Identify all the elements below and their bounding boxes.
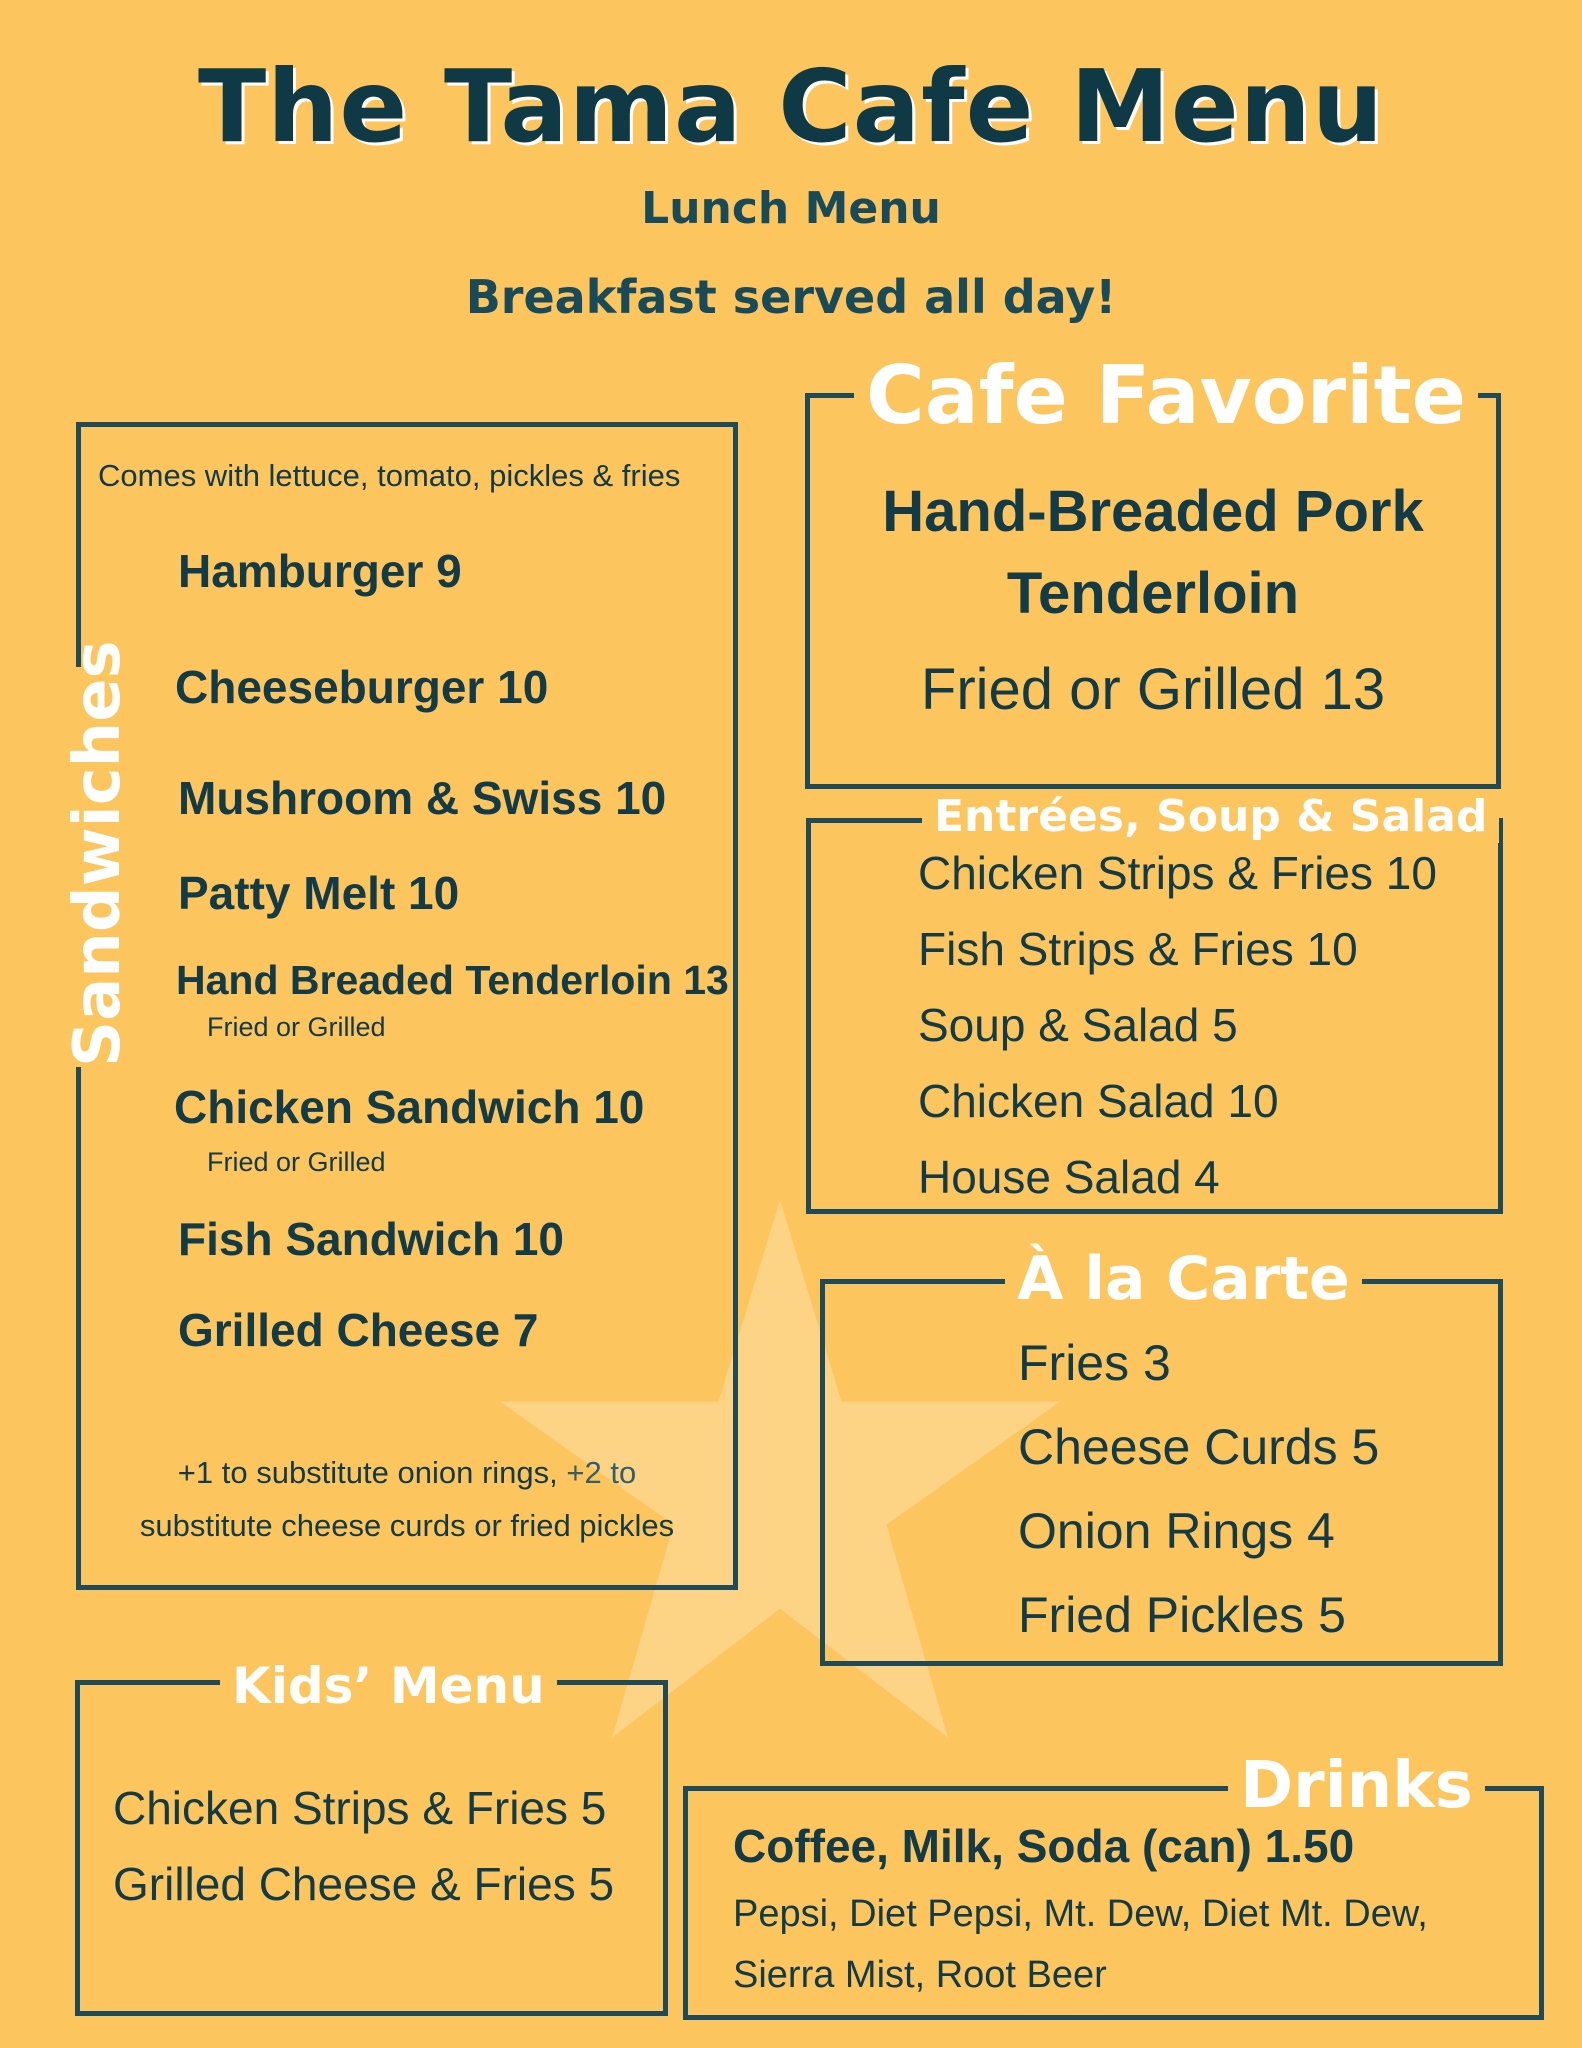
entree-item: Chicken Strips & Fries 10 bbox=[918, 847, 1437, 899]
drinks-heading: Drinks bbox=[1228, 1749, 1485, 1823]
sandwich-note: Fried or Grilled bbox=[207, 1012, 386, 1042]
kids-menu-item: Grilled Cheese & Fries 5 bbox=[113, 1858, 615, 1910]
sandwiches-heading: Sandwiches bbox=[61, 640, 135, 1067]
sandwich-note: Fried or Grilled bbox=[207, 1147, 386, 1177]
a-la-carte-item: Fries 3 bbox=[1018, 1335, 1171, 1391]
substitute-note-line2: substitute cheese curds or fried pickles bbox=[139, 1508, 675, 1543]
page-title: The Tama Cafe Menu bbox=[197, 48, 1385, 165]
sandwich-item: Hamburger 9 bbox=[178, 545, 462, 597]
drinks-main: Coffee, Milk, Soda (can) 1.50 bbox=[733, 1820, 1355, 1872]
sandwich-item: Patty Melt 10 bbox=[178, 867, 460, 919]
entree-item: Fish Strips & Fries 10 bbox=[918, 923, 1358, 975]
kids-menu-heading: Kids’ Menu bbox=[220, 1656, 557, 1716]
drinks-list-line2: Sierra Mist, Root Beer bbox=[733, 1954, 1107, 1996]
favorite-detail: Fried or Grilled 13 bbox=[920, 657, 1386, 722]
drinks-list-line1: Pepsi, Diet Pepsi, Mt. Dew, Diet Mt. Dew, bbox=[733, 1893, 1428, 1935]
sandwich-item: Cheeseburger 10 bbox=[175, 661, 549, 713]
substitute-note-part2: +2 to bbox=[566, 1455, 637, 1490]
a-la-carte-item: Cheese Curds 5 bbox=[1018, 1419, 1380, 1475]
substitute-note-part1: +1 to substitute onion rings, bbox=[177, 1455, 567, 1490]
favorite-name-line2: Tenderloin bbox=[1006, 561, 1300, 626]
sandwich-item: Fish Sandwich 10 bbox=[178, 1213, 564, 1265]
entrees-heading: Entrées, Soup & Salad bbox=[922, 791, 1499, 843]
menu-subtitle: Lunch Menu bbox=[641, 183, 941, 234]
favorite-name-line1: Hand-Breaded Pork bbox=[882, 479, 1424, 544]
entree-item: House Salad 4 bbox=[918, 1151, 1220, 1203]
a-la-carte-item: Onion Rings 4 bbox=[1018, 1503, 1335, 1559]
sandwich-item: Grilled Cheese 7 bbox=[178, 1304, 539, 1356]
sandwich-item: Chicken Sandwich 10 bbox=[174, 1081, 645, 1133]
menu-tagline: Breakfast served all day! bbox=[465, 270, 1117, 324]
a-la-carte-item: Fried Pickles 5 bbox=[1018, 1587, 1346, 1643]
kids-menu-box bbox=[75, 1680, 668, 2016]
entree-item: Soup & Salad 5 bbox=[918, 999, 1238, 1051]
sandwich-item: Hand Breaded Tenderloin 13 bbox=[176, 957, 729, 1003]
kids-menu-item: Chicken Strips & Fries 5 bbox=[113, 1782, 607, 1834]
sandwiches-intro: Comes with lettuce, tomato, pickles & fries bbox=[98, 458, 681, 493]
a-la-carte-heading: À la Carte bbox=[1005, 1244, 1362, 1314]
entree-item: Chicken Salad 10 bbox=[918, 1075, 1279, 1127]
cafe-favorite-heading: Cafe Favorite bbox=[854, 350, 1478, 442]
sandwich-item: Mushroom & Swiss 10 bbox=[178, 772, 667, 824]
sandwiches-footer bbox=[76, 1446, 738, 1552]
